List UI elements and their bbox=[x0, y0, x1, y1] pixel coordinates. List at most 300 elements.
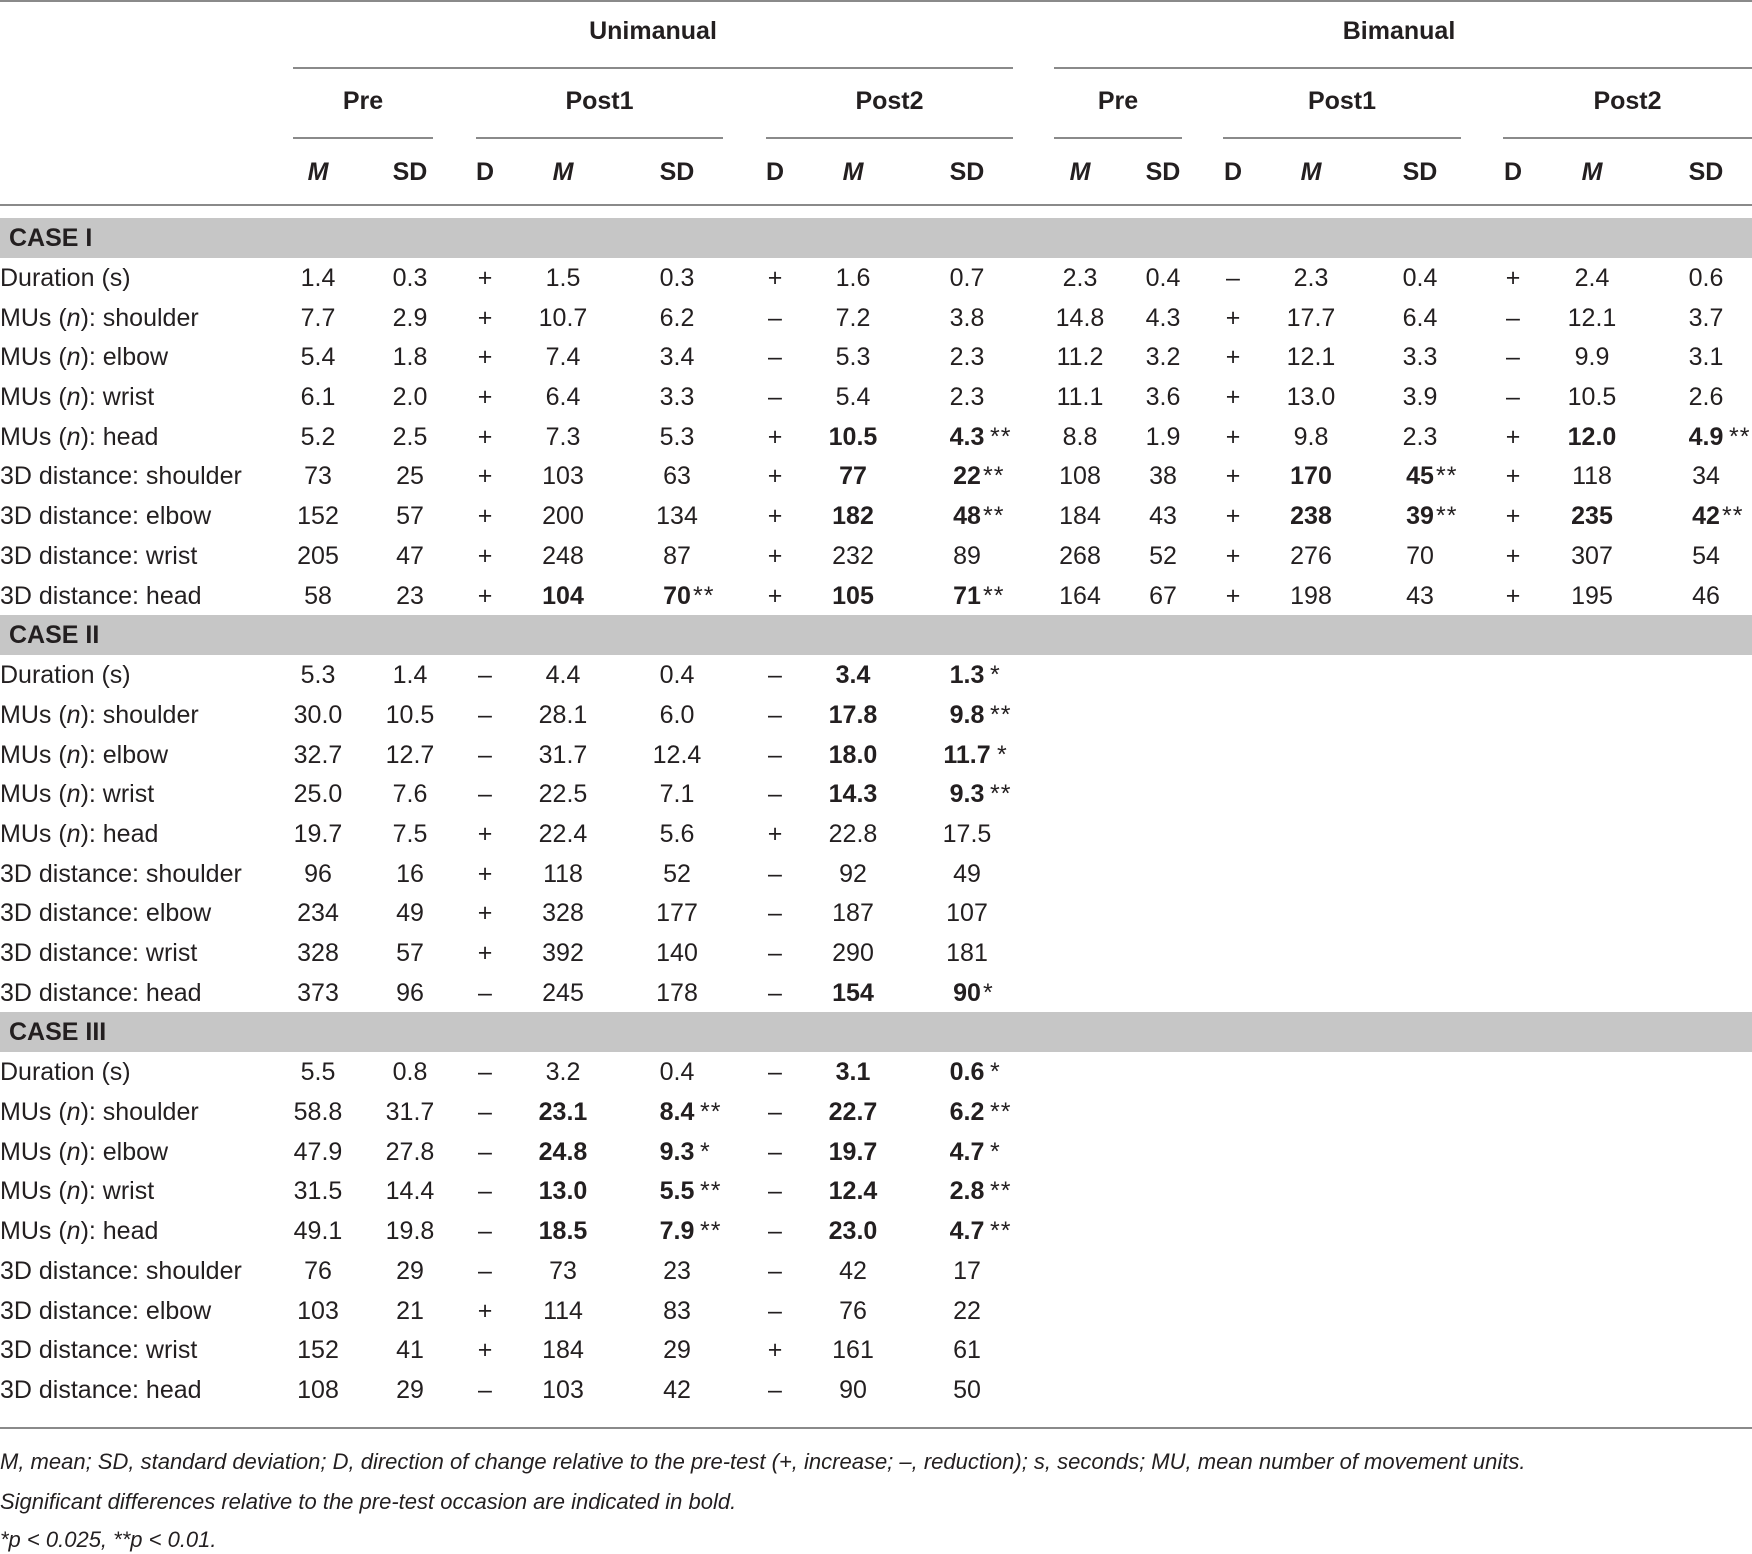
column-header-sd: SD bbox=[1402, 158, 1438, 186]
value-cell: 205 bbox=[297, 541, 339, 570]
value-cell: 31.5 bbox=[293, 1177, 343, 1206]
value-cell: 7.2 bbox=[835, 303, 871, 332]
value-cell: 3.1 bbox=[835, 1058, 871, 1087]
value-cell: 73 bbox=[549, 1256, 577, 1285]
value-cell: 7.9 ** bbox=[659, 1217, 722, 1246]
case-header-band bbox=[0, 615, 1752, 655]
table-row bbox=[0, 1171, 1752, 1211]
value-cell: 0.4 bbox=[659, 1058, 695, 1087]
table-row bbox=[0, 655, 1752, 695]
significance-marker: * bbox=[990, 1137, 1001, 1166]
row-label: Duration (s) bbox=[0, 1058, 131, 1087]
direction-cell: – bbox=[478, 1058, 492, 1087]
significance-marker: ** bbox=[990, 780, 1012, 809]
value-cell: 7.7 bbox=[300, 303, 336, 332]
value-cell: 164 bbox=[1059, 581, 1101, 610]
direction-cell: + bbox=[767, 422, 783, 451]
row-label: 3D distance: shoulder bbox=[0, 462, 242, 491]
data-table-body bbox=[0, 218, 1752, 1410]
row-label: 3D distance: wrist bbox=[0, 1336, 198, 1365]
value-cell: 7.3 bbox=[545, 422, 581, 451]
value-cell: 1.5 bbox=[545, 264, 581, 292]
row-label: Duration (s) bbox=[0, 661, 131, 690]
significance-marker: * bbox=[990, 1058, 1001, 1087]
value-cell: 63 bbox=[663, 462, 691, 491]
direction-cell: – bbox=[478, 1177, 492, 1206]
value-cell: 83 bbox=[663, 1296, 691, 1325]
direction-cell: + bbox=[767, 502, 783, 531]
table-row bbox=[0, 377, 1752, 417]
direction-cell: – bbox=[478, 1137, 492, 1166]
value-cell: 104 bbox=[542, 581, 584, 610]
row-label: 3D distance: shoulder bbox=[0, 1256, 242, 1285]
value-cell: 22.4 bbox=[538, 819, 588, 848]
row-label: MUs (n): head bbox=[0, 1217, 159, 1246]
value-cell: 200 bbox=[542, 502, 584, 531]
value-cell: 12.0 bbox=[1567, 422, 1617, 451]
value-cell: 70 bbox=[1406, 541, 1434, 570]
direction-cell: + bbox=[1225, 502, 1241, 531]
value-cell: 71 ** bbox=[953, 581, 1005, 610]
value-cell: 43 bbox=[1406, 581, 1434, 610]
value-cell: 140 bbox=[656, 939, 698, 967]
value-cell: 25.0 bbox=[293, 780, 343, 809]
column-header-sd: SD bbox=[392, 158, 428, 186]
value-cell: 7.5 bbox=[392, 819, 428, 848]
value-cell: 17.7 bbox=[1286, 303, 1336, 332]
direction-cell: – bbox=[768, 303, 782, 332]
direction-cell: + bbox=[1505, 422, 1521, 451]
value-cell: 2.6 bbox=[1688, 383, 1724, 412]
direction-cell: + bbox=[477, 343, 493, 372]
occasion-header: Post2 bbox=[1593, 87, 1662, 115]
value-cell: 11.7 * bbox=[943, 740, 1008, 769]
value-cell: 22.5 bbox=[538, 780, 588, 809]
column-header-m: M bbox=[1581, 158, 1603, 186]
direction-cell: + bbox=[477, 899, 493, 928]
value-cell: 19.7 bbox=[293, 819, 343, 848]
value-cell: 7.1 bbox=[659, 780, 695, 809]
value-cell: 0.8 bbox=[392, 1058, 428, 1087]
direction-cell: + bbox=[1505, 541, 1521, 570]
value-cell: 22.7 bbox=[828, 1098, 878, 1127]
value-cell: 10.5 bbox=[1567, 383, 1617, 412]
value-cell: 0.6 bbox=[1688, 264, 1724, 292]
value-cell: 41 bbox=[396, 1336, 424, 1365]
value-cell: 48 ** bbox=[953, 502, 1005, 531]
row-label: MUs (n): wrist bbox=[0, 1177, 155, 1206]
value-cell: 6.1 bbox=[300, 383, 336, 412]
value-cell: 184 bbox=[542, 1336, 584, 1365]
direction-cell: + bbox=[1225, 343, 1241, 372]
value-cell: 23.0 bbox=[828, 1217, 878, 1246]
value-cell: 103 bbox=[297, 1296, 339, 1325]
table-row bbox=[0, 1330, 1752, 1370]
direction-cell: – bbox=[768, 1058, 782, 1087]
significance-marker: * bbox=[997, 740, 1008, 769]
value-cell: 4.7 ** bbox=[949, 1217, 1012, 1246]
value-cell: 34 bbox=[1692, 462, 1720, 491]
direction-cell: + bbox=[767, 581, 783, 610]
value-cell: 22 ** bbox=[953, 462, 1005, 491]
direction-cell: – bbox=[768, 383, 782, 412]
direction-cell: – bbox=[478, 1375, 492, 1404]
direction-cell: + bbox=[1505, 462, 1521, 491]
value-cell: 3.8 bbox=[949, 303, 985, 332]
value-cell: 61 bbox=[953, 1336, 981, 1365]
value-cell: 107 bbox=[946, 899, 988, 928]
value-cell: 187 bbox=[832, 899, 874, 928]
value-cell: 18.5 bbox=[538, 1217, 588, 1246]
row-label: Duration (s) bbox=[0, 264, 131, 292]
value-cell: 9.8 bbox=[1293, 422, 1329, 451]
value-cell: 10.5 bbox=[385, 700, 435, 729]
row-label: MUs (n): elbow bbox=[0, 1137, 169, 1166]
column-header-m: M bbox=[1300, 158, 1322, 186]
occasion-rule bbox=[1054, 137, 1182, 139]
significance-marker: ** bbox=[990, 1177, 1012, 1206]
group-header-unimanual: Unimanual bbox=[589, 17, 717, 45]
value-cell: 232 bbox=[832, 541, 874, 570]
column-header-m: M bbox=[1069, 158, 1091, 186]
value-cell: 14.3 bbox=[828, 780, 878, 809]
value-cell: 5.4 bbox=[835, 383, 871, 412]
value-cell: 7.4 bbox=[545, 343, 581, 372]
value-cell: 46 bbox=[1692, 581, 1720, 610]
value-cell: 6.2 bbox=[659, 303, 695, 332]
significance-marker: ** bbox=[700, 1177, 722, 1206]
table-row bbox=[0, 695, 1752, 735]
row-label: MUs (n): wrist bbox=[0, 383, 155, 412]
value-cell: 154 bbox=[832, 978, 874, 1007]
value-cell: 4.3 bbox=[1145, 303, 1181, 332]
direction-cell: – bbox=[768, 780, 782, 809]
value-cell: 161 bbox=[832, 1336, 874, 1365]
direction-cell: – bbox=[478, 1256, 492, 1285]
direction-cell: + bbox=[477, 541, 493, 570]
table-row bbox=[0, 1132, 1752, 1172]
value-cell: 23 bbox=[663, 1256, 691, 1285]
value-cell: 4.7 * bbox=[949, 1137, 1001, 1166]
row-label: 3D distance: head bbox=[0, 978, 202, 1007]
row-label: MUs (n): shoulder bbox=[0, 1098, 199, 1127]
direction-cell: + bbox=[1225, 383, 1241, 412]
direction-cell: + bbox=[767, 264, 783, 292]
value-cell: 181 bbox=[946, 939, 988, 967]
row-label: MUs (n): wrist bbox=[0, 780, 155, 809]
value-cell: 23.1 bbox=[538, 1098, 588, 1127]
direction-cell: – bbox=[478, 1217, 492, 1246]
table-row bbox=[0, 1291, 1752, 1331]
value-cell: 12.1 bbox=[1286, 343, 1336, 372]
value-cell: 67 bbox=[1149, 581, 1177, 610]
significance-marker: ** bbox=[983, 581, 1005, 610]
value-cell: 3.9 bbox=[1402, 383, 1438, 412]
value-cell: 0.3 bbox=[659, 264, 695, 292]
column-header-d: D bbox=[1503, 158, 1523, 186]
value-cell: 6.4 bbox=[545, 383, 581, 412]
table-row bbox=[0, 1370, 1752, 1410]
occasion-rule bbox=[1223, 137, 1461, 139]
significance-marker: ** bbox=[990, 422, 1012, 451]
value-cell: 2.3 bbox=[949, 383, 985, 412]
value-cell: 4.4 bbox=[545, 661, 581, 690]
value-cell: 32.7 bbox=[293, 740, 343, 769]
table-row bbox=[0, 536, 1752, 576]
value-cell: 49.1 bbox=[293, 1217, 343, 1246]
direction-cell: + bbox=[1225, 462, 1241, 491]
column-header-m: M bbox=[307, 158, 329, 186]
value-cell: 170 bbox=[1290, 462, 1332, 491]
value-cell: 49 bbox=[953, 859, 981, 888]
group-header-bimanual: Bimanual bbox=[1342, 17, 1456, 45]
direction-cell: + bbox=[767, 1336, 783, 1365]
significance-marker: ** bbox=[990, 700, 1012, 729]
value-cell: 73 bbox=[304, 462, 332, 491]
value-cell: 96 bbox=[304, 859, 332, 888]
direction-cell: – bbox=[1506, 343, 1520, 372]
row-label: 3D distance: wrist bbox=[0, 939, 198, 967]
direction-cell: – bbox=[478, 978, 492, 1007]
value-cell: 28.1 bbox=[538, 700, 588, 729]
group-rule-unimanual bbox=[293, 67, 1013, 69]
value-cell: 118 bbox=[1572, 462, 1612, 491]
top-rule bbox=[0, 0, 1752, 2]
value-cell: 21 bbox=[396, 1296, 424, 1325]
value-cell: 12.4 bbox=[828, 1177, 878, 1206]
direction-cell: + bbox=[1505, 264, 1521, 292]
table-row bbox=[0, 417, 1752, 457]
value-cell: 16 bbox=[396, 859, 424, 888]
value-cell: 328 bbox=[297, 939, 339, 967]
row-label: 3D distance: head bbox=[0, 581, 202, 610]
direction-cell: + bbox=[767, 819, 783, 848]
value-cell: 1.4 bbox=[392, 661, 428, 690]
value-cell: 17.5 bbox=[942, 819, 992, 848]
direction-cell: + bbox=[477, 502, 493, 531]
direction-cell: + bbox=[477, 462, 493, 491]
table-row bbox=[0, 456, 1752, 496]
occasion-rule bbox=[766, 137, 1013, 139]
significance-marker: ** bbox=[983, 462, 1005, 491]
table-row bbox=[0, 854, 1752, 894]
row-label: 3D distance: shoulder bbox=[0, 859, 242, 888]
direction-cell: + bbox=[477, 939, 493, 967]
direction-cell: – bbox=[768, 1296, 782, 1325]
value-cell: 57 bbox=[396, 502, 424, 531]
value-cell: 238 bbox=[1290, 502, 1332, 531]
value-cell: 105 bbox=[832, 581, 874, 610]
case-title: CASE III bbox=[9, 1018, 107, 1047]
value-cell: 2.3 bbox=[1062, 264, 1098, 292]
occasion-rule bbox=[293, 137, 433, 139]
table-row bbox=[0, 1211, 1752, 1251]
table-row bbox=[0, 814, 1752, 854]
row-label: 3D distance: elbow bbox=[0, 1296, 212, 1325]
value-cell: 9.9 bbox=[1574, 343, 1610, 372]
value-cell: 42 bbox=[839, 1256, 867, 1285]
value-cell: 31.7 bbox=[538, 740, 588, 769]
direction-cell: – bbox=[768, 343, 782, 372]
value-cell: 1.6 bbox=[835, 264, 871, 292]
value-cell: 42 bbox=[663, 1375, 691, 1404]
value-cell: 29 bbox=[663, 1336, 691, 1365]
table-row bbox=[0, 893, 1752, 933]
occasion-header: Post1 bbox=[565, 87, 634, 115]
significance-marker: ** bbox=[990, 1217, 1012, 1246]
direction-cell: – bbox=[768, 978, 782, 1007]
value-cell: 39 ** bbox=[1406, 502, 1458, 531]
direction-cell: – bbox=[768, 1098, 782, 1127]
value-cell: 87 bbox=[663, 541, 691, 570]
direction-cell: + bbox=[1225, 422, 1241, 451]
value-cell: 50 bbox=[953, 1375, 981, 1404]
value-cell: 3.3 bbox=[1402, 343, 1438, 372]
value-cell: 6.2 ** bbox=[949, 1098, 1012, 1127]
direction-cell: + bbox=[477, 581, 493, 610]
significance-marker: * bbox=[700, 1137, 711, 1166]
direction-cell: – bbox=[478, 1098, 492, 1127]
value-cell: 178 bbox=[656, 978, 698, 1007]
direction-cell: + bbox=[477, 383, 493, 412]
group-rule-bimanual bbox=[1054, 67, 1752, 69]
value-cell: 49 bbox=[396, 899, 424, 928]
row-label: MUs (n): shoulder bbox=[0, 700, 199, 729]
value-cell: 77 bbox=[839, 462, 867, 491]
direction-cell: – bbox=[478, 700, 492, 729]
value-cell: 1.4 bbox=[300, 264, 336, 292]
value-cell: 3.6 bbox=[1145, 383, 1181, 412]
value-cell: 5.3 bbox=[300, 661, 336, 690]
significance-marker: * bbox=[990, 661, 1001, 690]
value-cell: 0.7 bbox=[949, 264, 985, 292]
value-cell: 24.8 bbox=[538, 1137, 588, 1166]
header-bottom-rule bbox=[0, 204, 1752, 206]
value-cell: 22.8 bbox=[828, 819, 878, 848]
value-cell: 19.7 bbox=[828, 1137, 878, 1166]
value-cell: 2.4 bbox=[1574, 264, 1610, 292]
direction-cell: – bbox=[768, 1256, 782, 1285]
column-header-sd: SD bbox=[659, 158, 695, 186]
value-cell: 234 bbox=[297, 899, 339, 928]
occasion-rule bbox=[1503, 137, 1752, 139]
value-cell: 2.3 bbox=[1293, 264, 1329, 292]
direction-cell: + bbox=[477, 264, 493, 292]
value-cell: 103 bbox=[542, 462, 584, 491]
column-header-m: M bbox=[842, 158, 864, 186]
value-cell: 3.1 bbox=[1688, 343, 1724, 372]
value-cell: 235 bbox=[1571, 502, 1613, 531]
direction-cell: – bbox=[768, 1375, 782, 1404]
value-cell: 7.6 bbox=[392, 780, 428, 809]
value-cell: 30.0 bbox=[293, 700, 343, 729]
significance-marker: ** bbox=[1722, 502, 1744, 531]
value-cell: 3.2 bbox=[1145, 343, 1181, 372]
value-cell: 54 bbox=[1692, 541, 1720, 570]
significance-marker: ** bbox=[983, 502, 1005, 531]
column-header-d: D bbox=[765, 158, 785, 186]
case-header-band bbox=[0, 218, 1752, 258]
table-row bbox=[0, 576, 1752, 616]
value-cell: 38 bbox=[1149, 462, 1177, 491]
direction-cell: – bbox=[768, 1217, 782, 1246]
column-header-sd: SD bbox=[1688, 158, 1724, 186]
footer-rule bbox=[0, 1427, 1752, 1429]
value-cell: 0.4 bbox=[659, 661, 695, 690]
direction-cell: – bbox=[478, 780, 492, 809]
direction-cell: – bbox=[768, 859, 782, 888]
value-cell: 108 bbox=[297, 1375, 339, 1404]
value-cell: 14.4 bbox=[385, 1177, 435, 1206]
row-label: MUs (n): head bbox=[0, 422, 159, 451]
significance-marker: ** bbox=[700, 1217, 722, 1246]
value-cell: 12.7 bbox=[385, 740, 435, 769]
value-cell: 118 bbox=[543, 859, 583, 888]
value-cell: 31.7 bbox=[385, 1098, 435, 1127]
value-cell: 5.4 bbox=[300, 343, 336, 372]
table-row bbox=[0, 735, 1752, 775]
significance-marker: * bbox=[983, 978, 994, 1007]
value-cell: 14.8 bbox=[1055, 303, 1105, 332]
value-cell: 328 bbox=[542, 899, 584, 928]
table-row bbox=[0, 1251, 1752, 1291]
value-cell: 2.0 bbox=[392, 383, 428, 412]
value-cell: 11.2 bbox=[1056, 343, 1104, 372]
column-header-sd: SD bbox=[949, 158, 985, 186]
table-note-abbreviations: M, mean; SD, standard deviation; D, direction of change relative to the pre-test (+, increase; –, reduction); s, seconds; MU, mean number of movement units. bbox=[0, 1449, 1526, 1474]
significance-marker: ** bbox=[1436, 462, 1458, 491]
occasion-header: Pre bbox=[342, 87, 384, 115]
significance-marker: ** bbox=[700, 1098, 722, 1127]
value-cell: 9.3 * bbox=[659, 1137, 711, 1166]
value-cell: 290 bbox=[832, 939, 874, 967]
direction-cell: + bbox=[1505, 502, 1521, 531]
significance-marker: ** bbox=[1436, 502, 1458, 531]
value-cell: 43 bbox=[1149, 502, 1177, 531]
direction-cell: – bbox=[1506, 303, 1520, 332]
direction-cell: – bbox=[1226, 264, 1240, 292]
row-label: MUs (n): elbow bbox=[0, 343, 169, 372]
value-cell: 2.3 bbox=[949, 343, 985, 372]
value-cell: 268 bbox=[1059, 541, 1101, 570]
value-cell: 10.5 bbox=[828, 422, 878, 451]
direction-cell: – bbox=[768, 1177, 782, 1206]
direction-cell: + bbox=[1225, 541, 1241, 570]
table-row bbox=[0, 933, 1752, 973]
value-cell: 52 bbox=[663, 859, 691, 888]
table-row bbox=[0, 1092, 1752, 1132]
value-cell: 2.5 bbox=[392, 422, 428, 451]
value-cell: 5.5 bbox=[300, 1058, 336, 1087]
row-label: MUs (n): head bbox=[0, 819, 159, 848]
table-row bbox=[0, 258, 1752, 298]
value-cell: 11.1 bbox=[1056, 383, 1104, 412]
value-cell: 2.3 bbox=[1402, 422, 1438, 451]
direction-cell: – bbox=[478, 661, 492, 690]
case-title: CASE II bbox=[9, 621, 100, 650]
value-cell: 1.9 bbox=[1145, 422, 1181, 451]
value-cell: 152 bbox=[297, 502, 339, 531]
value-cell: 0.6 * bbox=[949, 1058, 1001, 1087]
significance-marker: ** bbox=[1729, 422, 1751, 451]
table-row bbox=[0, 774, 1752, 814]
value-cell: 76 bbox=[304, 1256, 332, 1285]
direction-cell: – bbox=[478, 740, 492, 769]
value-cell: 9.3 ** bbox=[949, 780, 1012, 809]
column-header-sd: SD bbox=[1145, 158, 1181, 186]
value-cell: 52 bbox=[1149, 541, 1177, 570]
row-label: MUs (n): shoulder bbox=[0, 303, 199, 332]
